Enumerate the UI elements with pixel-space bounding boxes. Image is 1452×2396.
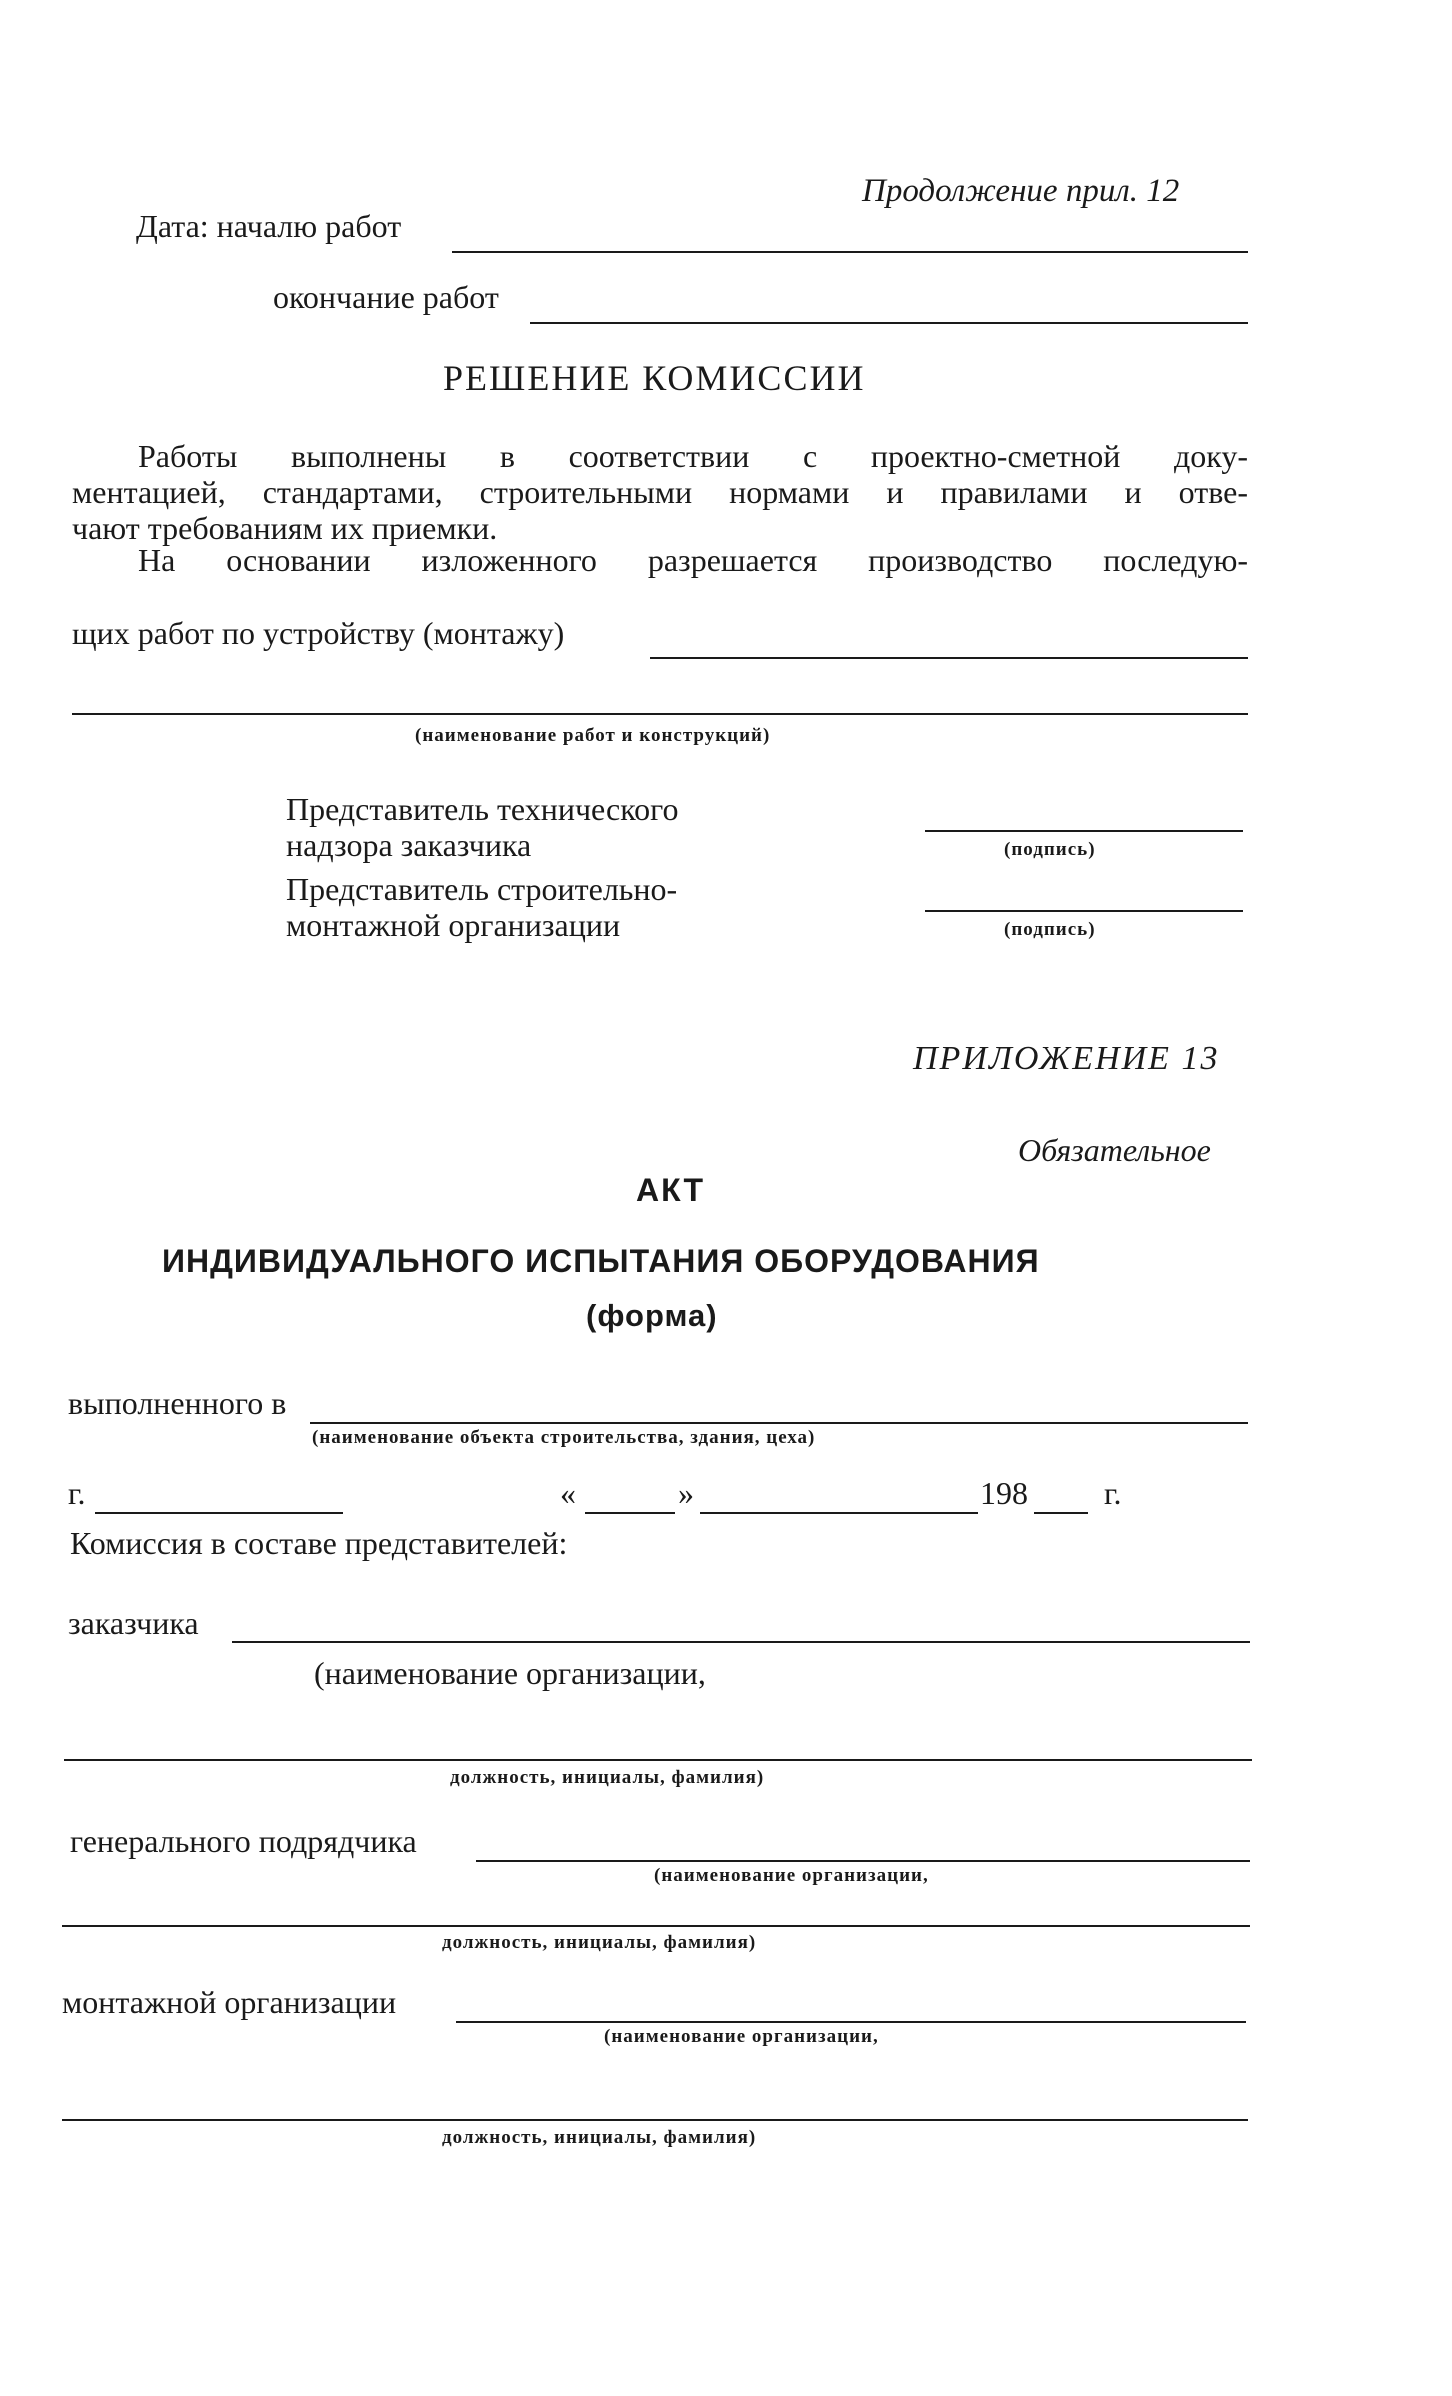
customer-field-continuation[interactable] [64, 1759, 1252, 1761]
general-contractor-label: генерального подрядчика [70, 1823, 417, 1859]
continuation-note: Продолжение прил. 12 [862, 173, 1180, 209]
tech-supervision-line-2: надзора заказчика [286, 827, 532, 863]
general-contractor-caption-2: должность, инициалы, фамилия) [442, 1932, 757, 1953]
paragraph-line: чают требованиям их приемки. [72, 510, 498, 546]
year-suffix: г. [1104, 1475, 1122, 1511]
act-subtitle: ИНДИВИДУАЛЬНОГО ИСПЫТАНИЯ ОБОРУДОВАНИЯ [162, 1243, 1040, 1279]
end-date-label: окончание работ [273, 279, 499, 315]
mounting-org-field[interactable] [456, 2021, 1246, 2023]
tech-signature-field[interactable] [925, 830, 1243, 832]
mandatory-label: Обязательное [1018, 1132, 1211, 1168]
decision-heading: РЕШЕНИЕ КОМИССИИ [443, 358, 866, 398]
quote-open: « [560, 1475, 576, 1511]
general-contractor-field[interactable] [476, 1860, 1250, 1862]
quote-close: » [678, 1475, 694, 1511]
year-prefix: 198 [980, 1475, 1028, 1511]
city-field[interactable] [95, 1512, 343, 1514]
year-field[interactable] [1034, 1512, 1088, 1514]
city-label: г. [68, 1475, 86, 1511]
paragraph-line: На основании изложенного разрешается производство последую- [138, 542, 1248, 578]
decision-paragraph-2 [138, 542, 1248, 578]
mounting-org-label: монтажной организации [62, 1984, 397, 2020]
general-contractor-caption: (наименование организации, [654, 1865, 929, 1886]
paragraph-line: Работы выполнены в соответствии с проектно-сметной доку- [138, 438, 1248, 474]
act-title: АКТ [636, 1172, 705, 1208]
customer-label: заказчика [68, 1605, 199, 1641]
customer-caption: (наименование организации, [314, 1655, 706, 1691]
performed-caption: (наименование объекта строительства, здания, цеха) [312, 1427, 816, 1448]
works-field[interactable] [650, 657, 1248, 659]
day-field[interactable] [585, 1512, 675, 1514]
end-date-field[interactable] [530, 322, 1248, 324]
build-org-line-2: монтажной организации [286, 907, 621, 943]
customer-caption-2: должность, инициалы, фамилия) [450, 1767, 765, 1788]
mounting-org-caption: (наименование организации, [604, 2026, 879, 2047]
performed-field[interactable] [310, 1422, 1248, 1424]
performed-label: выполненного в [68, 1385, 287, 1421]
tech-supervision-line-1: Представитель технического [286, 791, 679, 827]
decision-paragraph-1 [72, 438, 1248, 546]
appendix-title: ПРИЛОЖЕНИЕ 13 [913, 1040, 1220, 1077]
works-field-continuation[interactable] [72, 713, 1248, 715]
works-caption: (наименование работ и конструкций) [415, 725, 771, 746]
build-signature-field[interactable] [925, 910, 1243, 912]
build-signature-caption: (подпись) [1004, 919, 1096, 940]
general-contractor-field-continuation[interactable] [62, 1925, 1250, 1927]
mounting-org-caption-2: должность, инициалы, фамилия) [442, 2127, 757, 2148]
paragraph-line: ментацией, стандартами, строительными нормами и правилами и отве- [72, 474, 1248, 510]
tech-signature-caption: (подпись) [1004, 839, 1096, 860]
start-date-field[interactable] [452, 251, 1248, 253]
start-date-label: Дата: началю работ [136, 208, 402, 244]
works-label: щих работ по устройству (монтажу) [72, 615, 565, 651]
mounting-org-field-continuation[interactable] [62, 2119, 1248, 2121]
form-label: (форма) [586, 1298, 718, 1333]
build-org-line-1: Представитель строительно- [286, 871, 678, 907]
commission-label: Комиссия в составе представителей: [70, 1525, 568, 1561]
month-field[interactable] [700, 1512, 978, 1514]
customer-field[interactable] [232, 1641, 1250, 1643]
